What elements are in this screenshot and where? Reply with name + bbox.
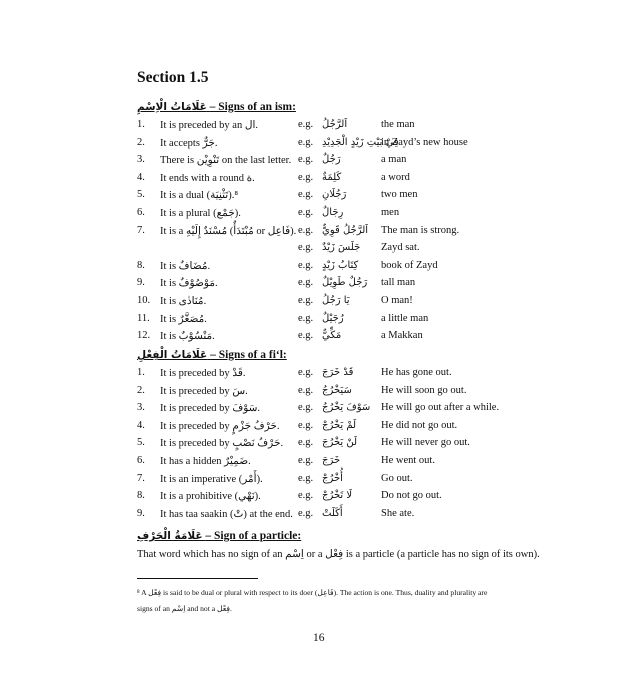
- ism-heading-arabic: عَلَامَاتُ الْاِسْمِ: [137, 101, 207, 113]
- eg-label: e.g.: [298, 242, 314, 254]
- arabic-example: أَكَلَتْ: [322, 507, 343, 519]
- arabic-example: كِتَابُ زَيْدٍ: [322, 259, 359, 271]
- fil-heading: [137, 349, 287, 361]
- ism-sign-row: [0, 154, 640, 172]
- english-gloss: a word: [381, 171, 410, 183]
- english-gloss: He will go out after a while.: [381, 402, 500, 414]
- english-gloss: Do not go out.: [381, 490, 442, 502]
- arabic-example: أُخْرُجْ: [322, 472, 343, 484]
- english-gloss: He went out.: [381, 455, 435, 466]
- sign-number: 3.: [137, 154, 145, 166]
- footnote-divider: [137, 578, 258, 579]
- harf-heading-english: – Sign of a particle:: [205, 530, 302, 542]
- sign-number: 9.: [137, 277, 145, 289]
- sign-text: It ends with a round ة.: [160, 172, 255, 184]
- english-gloss: two men: [381, 189, 418, 201]
- eg-label: e.g.: [298, 295, 314, 306]
- arabic-example: لَمْ يَخْرُجْ: [322, 419, 357, 431]
- ism-sign-row: [0, 330, 640, 348]
- arabic-example: مَكِّيٌّ: [322, 330, 342, 342]
- sign-text: It is a plural (جَمْع).: [160, 208, 241, 219]
- sign-number: 1.: [137, 367, 145, 378]
- sign-text: It is preceded by قَدْ.: [160, 368, 246, 379]
- english-gloss: He will soon go out.: [381, 384, 467, 396]
- eg-label: e.g.: [298, 330, 314, 342]
- eg-label: e.g.: [298, 136, 314, 148]
- sign-text: It has a hidden ضَمِيْرٌ.: [160, 456, 251, 467]
- eg-label: e.g.: [298, 119, 314, 130]
- ism-sign-row: [0, 260, 640, 278]
- eg-label: e.g.: [298, 507, 314, 519]
- eg-label: e.g.: [298, 259, 314, 271]
- fil-sign-row: [0, 490, 640, 508]
- ism-sign-row: [0, 172, 640, 190]
- fil-heading-arabic: عَلَامَاتُ الْفِعْلِ: [137, 349, 208, 361]
- arabic-example: فِيْ بَيْتِ زَيْدٍ الْجَدِيْدِ: [322, 136, 399, 148]
- english-gloss: a little man: [381, 312, 429, 324]
- sign-text: It is preceded by حَرْفُ نَصْبٍ.: [160, 438, 284, 450]
- ism-heading-english: – Signs of an ism:: [209, 101, 296, 113]
- english-gloss: O man!: [381, 295, 413, 306]
- sign-text: It is preceded by حَرْفُ جَزْمٍ.: [160, 420, 280, 432]
- ism-sign-row: [0, 225, 640, 243]
- fil-sign-row: [0, 508, 640, 526]
- eg-label: e.g.: [298, 367, 314, 378]
- sign-text: It is preceded by سَوْفَ.: [160, 403, 261, 415]
- eg-label: e.g.: [298, 402, 314, 414]
- sign-number: 2.: [137, 136, 145, 148]
- sign-number: 9.: [137, 507, 145, 519]
- arabic-example: قَدْ خَرَجَ: [322, 367, 354, 378]
- english-gloss: The man is strong.: [381, 224, 460, 236]
- sign-number: 1.: [137, 119, 145, 130]
- sign-text: It is a مُسْنَدٌ إِلَيْهِ (مُبْتَدَأٌ or فَاعِل).: [160, 225, 297, 237]
- footnote-line-1: ⁸ A فِعْل is said to be dual or plural with respect to its doer (فَاعِل). The action is one. Thus, duality and plurality are: [137, 588, 488, 597]
- sign-text: It is a prohibitive (نَهْي).: [160, 491, 261, 503]
- fil-sign-row: [0, 437, 640, 455]
- english-gloss: book of Zayd: [381, 259, 438, 271]
- sign-number: 2.: [137, 384, 145, 396]
- fil-sign-row: [0, 473, 640, 491]
- harf-heading: [137, 530, 301, 542]
- arabic-example: اَلرَّجُلُ: [322, 119, 348, 130]
- arabic-example: جَلَسَ زَيْدٌ: [322, 242, 361, 254]
- sign-number: 4.: [137, 419, 145, 431]
- arabic-example: يَا رَجُلُ: [322, 295, 350, 306]
- ism-sign-row: [0, 313, 640, 331]
- sign-text: There is تَنْوِيْن on the last letter.: [160, 155, 292, 167]
- harf-heading-arabic: عَلَامَةُ الْحَرْفِ: [137, 530, 203, 542]
- arabic-example: رَجُلَانِ: [322, 189, 347, 201]
- ism-sign-row: [0, 189, 640, 207]
- sign-text: It is مَنْسُوْبٌ.: [160, 331, 215, 343]
- footnote-line-2: signs of an اِسْم and not a فِعْل.: [137, 604, 232, 613]
- eg-label: e.g.: [298, 312, 314, 324]
- sign-number: 12.: [137, 330, 151, 342]
- arabic-example: رُجَيْلٌ: [322, 312, 344, 324]
- fil-sign-row: [0, 367, 640, 385]
- eg-label: e.g.: [298, 490, 314, 502]
- sign-text: It is preceded by سَ.: [160, 385, 248, 397]
- sign-number: 3.: [137, 402, 145, 414]
- page-number: 16: [313, 632, 325, 644]
- sign-number: 5.: [137, 437, 145, 449]
- english-gloss: Go out.: [381, 472, 413, 484]
- arabic-example: اَلرَّجُلُ قَوِيٌّ: [322, 224, 369, 236]
- ism-sign-row: [0, 207, 640, 225]
- arabic-example: رِجَالٌ: [322, 207, 344, 218]
- sign-number: 10.: [137, 295, 151, 306]
- ism-sign-row: [0, 242, 640, 260]
- english-gloss: Zayd sat.: [381, 242, 420, 254]
- sign-text: It is مُنَادٰى.: [160, 296, 207, 307]
- sign-text: It is مَوْصُوْفٌ.: [160, 278, 218, 290]
- section-title: Section 1.5: [137, 69, 209, 86]
- eg-label: e.g.: [298, 189, 314, 201]
- sign-number: 7.: [137, 472, 145, 484]
- arabic-example: لَا تَخْرُجْ: [322, 490, 353, 502]
- arabic-example: كَلِمَةٌ: [322, 171, 342, 183]
- sign-number: 6.: [137, 455, 145, 466]
- eg-label: e.g.: [298, 384, 314, 396]
- eg-label: e.g.: [298, 207, 314, 218]
- arabic-example: سَيَخْرُجُ: [322, 384, 352, 396]
- fil-sign-row: [0, 385, 640, 403]
- eg-label: e.g.: [298, 171, 314, 183]
- arabic-example: لَنْ يَخْرُجَ: [322, 437, 358, 449]
- eg-label: e.g.: [298, 154, 314, 166]
- sign-number: 4.: [137, 171, 145, 183]
- english-gloss: She ate.: [381, 507, 415, 519]
- arabic-example: رَجُلٌ طَوِيْلٌ: [322, 277, 368, 289]
- sign-text: It is an imperative (أَمْر).: [160, 473, 263, 485]
- english-gloss: He will never go out.: [381, 437, 470, 449]
- sign-number: 8.: [137, 490, 145, 502]
- arabic-example: سَوْفَ يَخْرُجُ: [322, 402, 371, 414]
- eg-label: e.g.: [298, 277, 314, 289]
- english-gloss: the man: [381, 119, 415, 130]
- eg-label: e.g.: [298, 472, 314, 484]
- english-gloss: a Makkan: [381, 330, 423, 342]
- english-gloss: a man: [381, 154, 407, 166]
- sign-text: It is a dual (تَثْنِيَة).⁸: [160, 190, 239, 202]
- sign-text: It accepts جَرٌّ.: [160, 137, 218, 149]
- sign-text: It is preceded by an ال.: [160, 120, 259, 131]
- english-gloss: in Zayd’s new house: [381, 136, 468, 148]
- english-gloss: He did not go out.: [381, 419, 458, 431]
- sign-number: 8.: [137, 259, 145, 271]
- english-gloss: men: [381, 207, 400, 218]
- english-gloss: He has gone out.: [381, 367, 452, 378]
- eg-label: e.g.: [298, 224, 314, 236]
- arabic-example: خَرَجَ: [322, 455, 341, 466]
- eg-label: e.g.: [298, 419, 314, 431]
- fil-sign-row: [0, 420, 640, 438]
- sign-text: It is مُضَافٌ.: [160, 260, 211, 272]
- fil-sign-row: [0, 455, 640, 473]
- ism-heading: [137, 101, 296, 113]
- eg-label: e.g.: [298, 437, 314, 449]
- sign-text: It has taa saakin (تْ) at the end.: [160, 508, 293, 520]
- fil-sign-row: [0, 402, 640, 420]
- arabic-example: رَجُلٌ: [322, 154, 341, 166]
- english-gloss: tall man: [381, 277, 416, 289]
- eg-label: e.g.: [298, 455, 314, 466]
- sign-number: 7.: [137, 224, 145, 236]
- ism-sign-row: [0, 277, 640, 295]
- sign-text: It is مُصَغَّرٌ.: [160, 313, 207, 325]
- sign-number: 5.: [137, 189, 145, 201]
- fil-heading-english: – Signs of a fi‘l:: [210, 349, 287, 361]
- particle-definition: That word which has no sign of an اِسْم or a فِعْل is a particle (a particle has no sign of its own).: [137, 549, 540, 560]
- ism-sign-row: [0, 295, 640, 313]
- sign-number: 11.: [137, 312, 150, 324]
- ism-sign-row: [0, 119, 640, 137]
- ism-sign-row: [0, 137, 640, 155]
- sign-number: 6.: [137, 207, 145, 218]
